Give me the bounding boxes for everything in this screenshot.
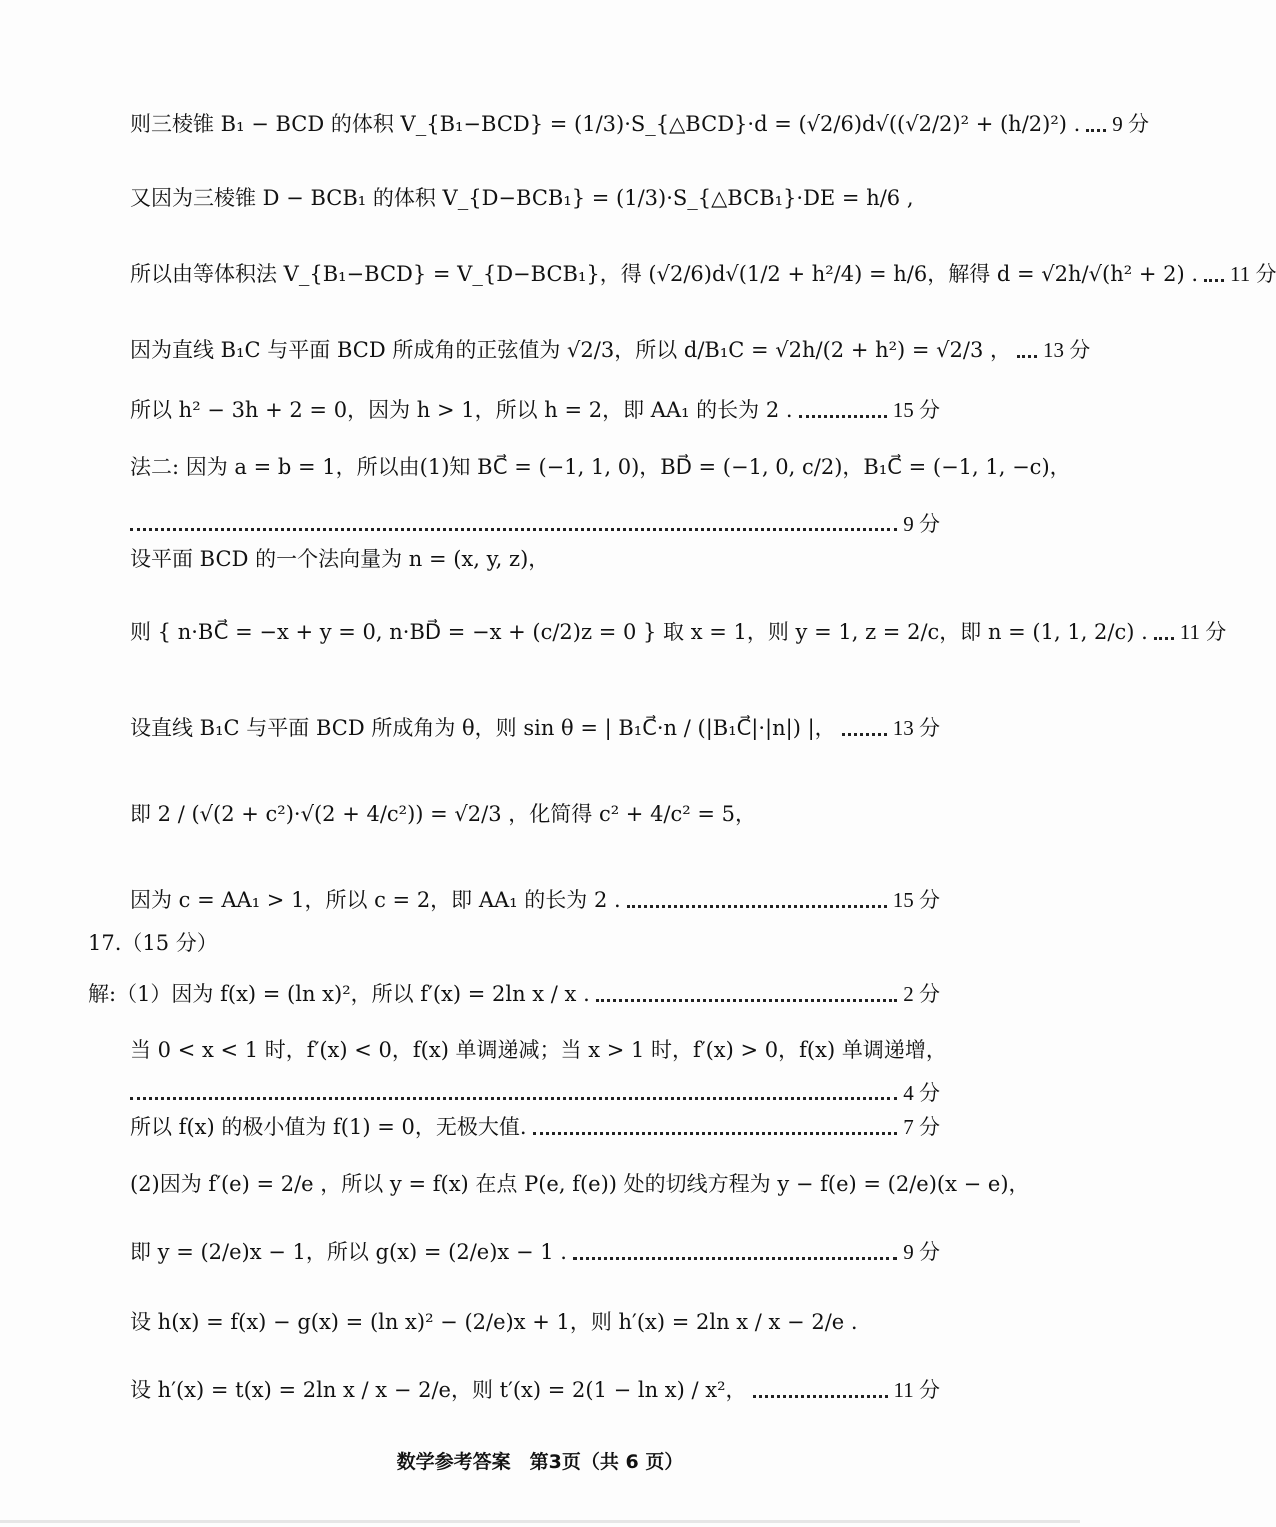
leader-dots <box>799 415 887 418</box>
solution-line-18 <box>130 1240 940 1265</box>
question-17-heading <box>88 931 940 956</box>
solution-line-15 <box>130 1077 940 1107</box>
solution-line-13 <box>88 982 940 1007</box>
bottom-rule <box>0 1520 1080 1523</box>
page-footer: 数学参考答案 第3页（共 6 页） <box>396 1451 684 1473</box>
solution-line-7 <box>130 508 940 538</box>
score-label: 11 分 <box>1230 262 1276 286</box>
score-label: 13 分 <box>1043 338 1091 362</box>
line-text: 因为 c = AA₁ > 1，所以 c = 2，即 AA₁ 的长为 2 . <box>130 888 621 912</box>
line-text: 所以 h² − 3h + 2 = 0，因为 h > 1，所以 h = 2，即 AA₁ 的长为 2 . <box>130 398 793 422</box>
solution-line-8 <box>130 547 940 572</box>
line-text: 因为直线 B₁C 与平面 BCD 所成角的正弦值为 √2/3，所以 d/B₁C = √2h/(2 + h²) = √2/3 ， <box>130 338 1012 362</box>
score-label: 15 分 <box>892 398 940 422</box>
leader-dots <box>596 999 897 1002</box>
score-label: 13 分 <box>892 716 940 740</box>
score-label: 9 分 <box>1112 112 1150 136</box>
line-text: 又因为三棱锥 D − BCB₁ 的体积 V_{D−BCB₁} = (1/3)·S_{△BCB₁}·DE = h/6 , <box>130 186 914 210</box>
line-text: 所以由等体积法 V_{B₁−BCD} = V_{D−BCB₁}，得 (√2/6)d√(1/2 + h²/4) = h/6，解得 d = √2h/√(h² + 2) . <box>130 262 1198 286</box>
line-text: (2)因为 f′(e) = 2/e ，所以 y = f(x) 在点 P(e, f(e)) 处的切线方程为 y − f(e) = (2/e)(x − e)， <box>130 1172 1030 1196</box>
solution-line-12 <box>130 888 940 913</box>
line-text: 设直线 B₁C 与平面 BCD 所成角为 θ，则 sin θ = | B₁C⃗·n / (|B₁C⃗|·|n|) |， <box>130 716 836 740</box>
line-text: 解:（1）因为 f(x) = (ln x)²，所以 f′(x) = 2ln x / x . <box>88 982 590 1006</box>
score-label: 11 分 <box>1179 620 1227 644</box>
leader-dots <box>842 733 887 736</box>
solution-line-9 <box>130 620 1227 645</box>
score-label: 7 分 <box>903 1115 940 1139</box>
line-text: 则三棱锥 B₁ − BCD 的体积 V_{B₁−BCD} = (1/3)·S_{△BCD}·d = (√2/6)d√((√2/2)² + (h/2)²) . <box>130 112 1081 136</box>
line-text: 即 y = (2/e)x − 1，所以 g(x) = (2/e)x − 1 . <box>130 1240 567 1264</box>
leader-dots <box>1017 355 1037 358</box>
leader-dots <box>533 1132 898 1135</box>
line-text: 17.（15 分） <box>88 931 218 955</box>
score-label: 4 分 <box>903 1081 940 1105</box>
line-text: 法二: 因为 a = b = 1，所以由(1)知 BC⃗ = (−1, 1, 0)，BD⃗ = (−1, 0, c/2)，B₁C⃗ = (−1, 1, −c)， <box>130 455 1071 479</box>
solution-line-2 <box>130 186 940 211</box>
solution-line-5 <box>130 398 940 423</box>
solution-line-3 <box>130 262 1276 287</box>
leader-dots <box>1086 129 1106 132</box>
solution-line-1 <box>130 112 1150 137</box>
score-label: 9 分 <box>903 512 940 536</box>
leader-dots <box>1204 279 1224 282</box>
score-label: 15 分 <box>892 888 940 912</box>
leader-dots <box>1154 637 1174 640</box>
solution-line-20 <box>130 1378 940 1403</box>
leader-dots <box>627 905 887 908</box>
leader-dots <box>573 1257 897 1260</box>
line-text: 则 { n·BC⃗ = −x + y = 0, n·BD⃗ = −x + (c/2)z = 0 } 取 x = 1，则 y = 1, z = 2/c，即 n = (1, 1, 2/c) . <box>130 620 1148 644</box>
line-text: 设 h′(x) = t(x) = 2ln x / x − 2/e，则 t′(x) = 2(1 − ln x) / x²， <box>130 1378 747 1402</box>
line-text: 即 2 / (√(2 + c²)·√(2 + 4/c²)) = √2/3 ，化简得 c² + 4/c² = 5， <box>130 802 756 826</box>
line-text: 设平面 BCD 的一个法向量为 n = (x, y, z)， <box>130 547 550 571</box>
leader-dots <box>753 1395 888 1398</box>
line-text: 所以 f(x) 的极小值为 f(1) = 0，无极大值. <box>130 1115 527 1139</box>
score-label: 9 分 <box>903 1240 940 1264</box>
solution-line-10 <box>130 716 940 741</box>
solution-line-4 <box>130 338 1091 363</box>
line-text: 当 0 < x < 1 时，f′(x) < 0，f(x) 单调递减；当 x > 1 时，f′(x) > 0，f(x) 单调递增， <box>130 1038 947 1062</box>
solution-line-11 <box>130 802 940 827</box>
score-label: 2 分 <box>903 982 940 1006</box>
solution-line-6 <box>130 455 1071 480</box>
score-label: 11 分 <box>893 1378 940 1402</box>
solution-line-19 <box>130 1310 940 1335</box>
solution-line-16 <box>130 1115 940 1140</box>
solution-line-17 <box>130 1172 1030 1197</box>
leader-dots <box>130 1097 897 1100</box>
line-text: 设 h(x) = f(x) − g(x) = (ln x)² − (2/e)x + 1，则 h′(x) = 2ln x / x − 2/e . <box>130 1310 858 1334</box>
solution-line-14 <box>130 1038 947 1063</box>
leader-dots <box>130 528 897 531</box>
